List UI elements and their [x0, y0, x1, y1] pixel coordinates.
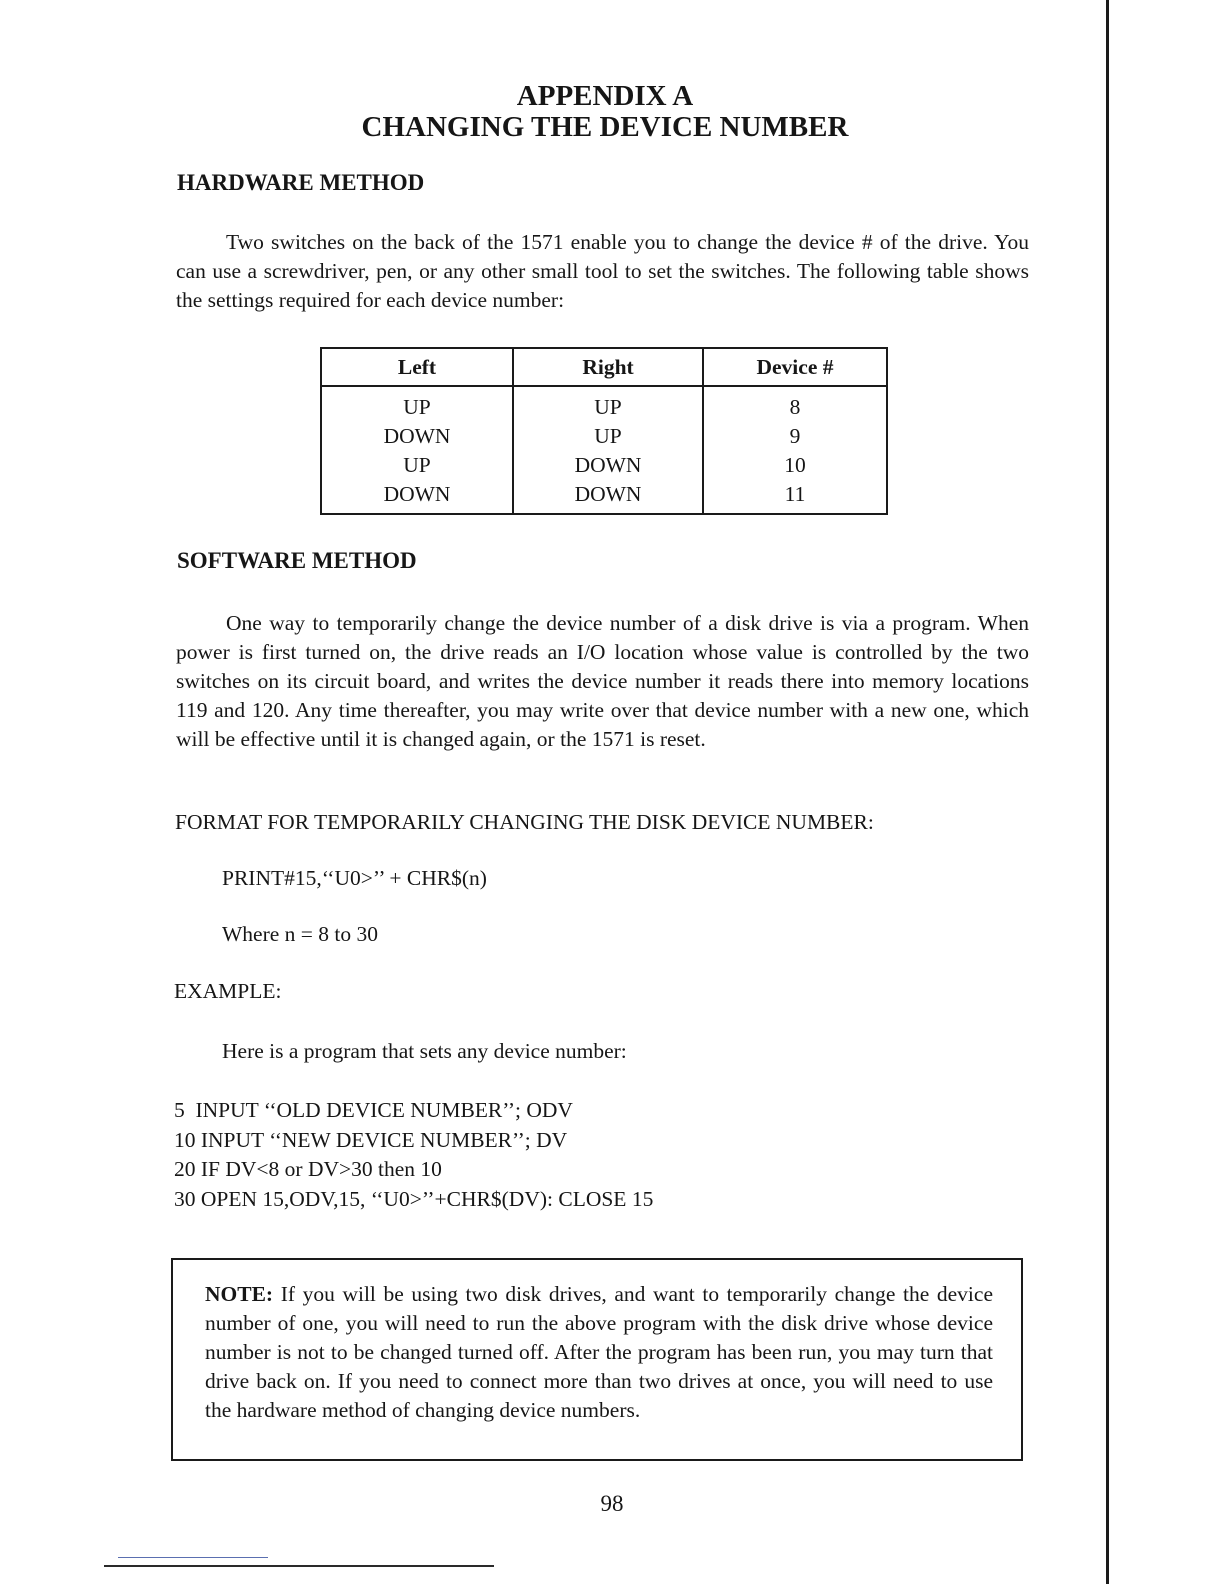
software-paragraph-text: One way to temporarily change the device number of a disk drive is via a program. When power is first turned on, the drive reads an I/O location whose value is controlled by the two switches on its circuit board, and writes the device number it reads there into memory locations 119 and 120. Any time thereafter, you may write over that device number with a new one, which will be effective until it is changed again, or the 1571 is reset. [176, 611, 1029, 751]
where-line: Where n = 8 to 30 [222, 922, 379, 946]
example-intro: Here is a program that sets any device number: [222, 1039, 627, 1063]
page-number: 98 [600, 1491, 624, 1516]
cell-right: UP [513, 422, 703, 451]
note-text [205, 1280, 993, 1425]
table-row [321, 422, 887, 451]
page-edge-line [1106, 0, 1109, 1584]
note-label: NOTE: [205, 1282, 274, 1306]
program-listing [174, 1096, 653, 1214]
table-header-row [321, 348, 887, 386]
example-label: EXAMPLE: [174, 979, 282, 1003]
cell-left: UP [321, 386, 513, 422]
hardware-paragraph [176, 228, 1029, 315]
note-body: If you will be using two disk drives, and want to temporarily change the device number of one, you will need to run the above program with the disk drive whose device number is not to be changed turned off. After the program has been run, you may turn that drive back on. If you need to connect more than two drives at once, you will need to use the hardware method of changing device numbers. [205, 1282, 993, 1422]
table-row [321, 480, 887, 514]
hardware-method-heading: HARDWARE METHOD [177, 170, 425, 195]
cell-right: DOWN [513, 451, 703, 480]
bottom-rule [104, 1565, 494, 1567]
appendix-title: APPENDIX A [516, 80, 694, 112]
program-line: 10 INPUT ‘‘NEW DEVICE NUMBER’’; DV [174, 1127, 568, 1152]
cell-left: DOWN [321, 480, 513, 514]
program-line: 5 INPUT ‘‘OLD DEVICE NUMBER’’; ODV [174, 1098, 573, 1122]
format-label: FORMAT FOR TEMPORARILY CHANGING THE DISK DEVICE NUMBER: [175, 810, 874, 834]
appendix-subtitle: CHANGING THE DEVICE NUMBER [361, 111, 849, 143]
cell-left: DOWN [321, 422, 513, 451]
program-line: 30 OPEN 15,ODV,15, ‘‘U0>’’+CHR$(DV): CLOSE 15 [174, 1186, 654, 1211]
note-box [171, 1258, 1023, 1461]
table-row [321, 451, 887, 480]
header-device: Device # [703, 348, 887, 386]
program-line: 20 IF DV<8 or DV>30 then 10 [174, 1157, 442, 1181]
switch-settings-table [320, 347, 888, 515]
cell-device: 8 [703, 386, 887, 422]
hardware-paragraph-text: Two switches on the back of the 1571 enable you to change the device # of the drive. You can use a screwdriver, pen, or any other small tool to set the switches. The following table shows the settings required for each device number: [176, 230, 1029, 312]
cell-right: UP [513, 386, 703, 422]
cell-left: UP [321, 451, 513, 480]
format-code: PRINT#15,‘‘U0>’’ + CHR$(n) [222, 866, 487, 890]
software-paragraph [176, 609, 1029, 754]
cell-device: 9 [703, 422, 887, 451]
header-left: Left [321, 348, 513, 386]
cell-device: 10 [703, 451, 887, 480]
cell-device: 11 [703, 480, 887, 514]
cell-right: DOWN [513, 480, 703, 514]
table-row [321, 386, 887, 422]
bottom-blue-rule [118, 1557, 268, 1558]
software-method-heading: SOFTWARE METHOD [177, 548, 417, 573]
header-right: Right [513, 348, 703, 386]
